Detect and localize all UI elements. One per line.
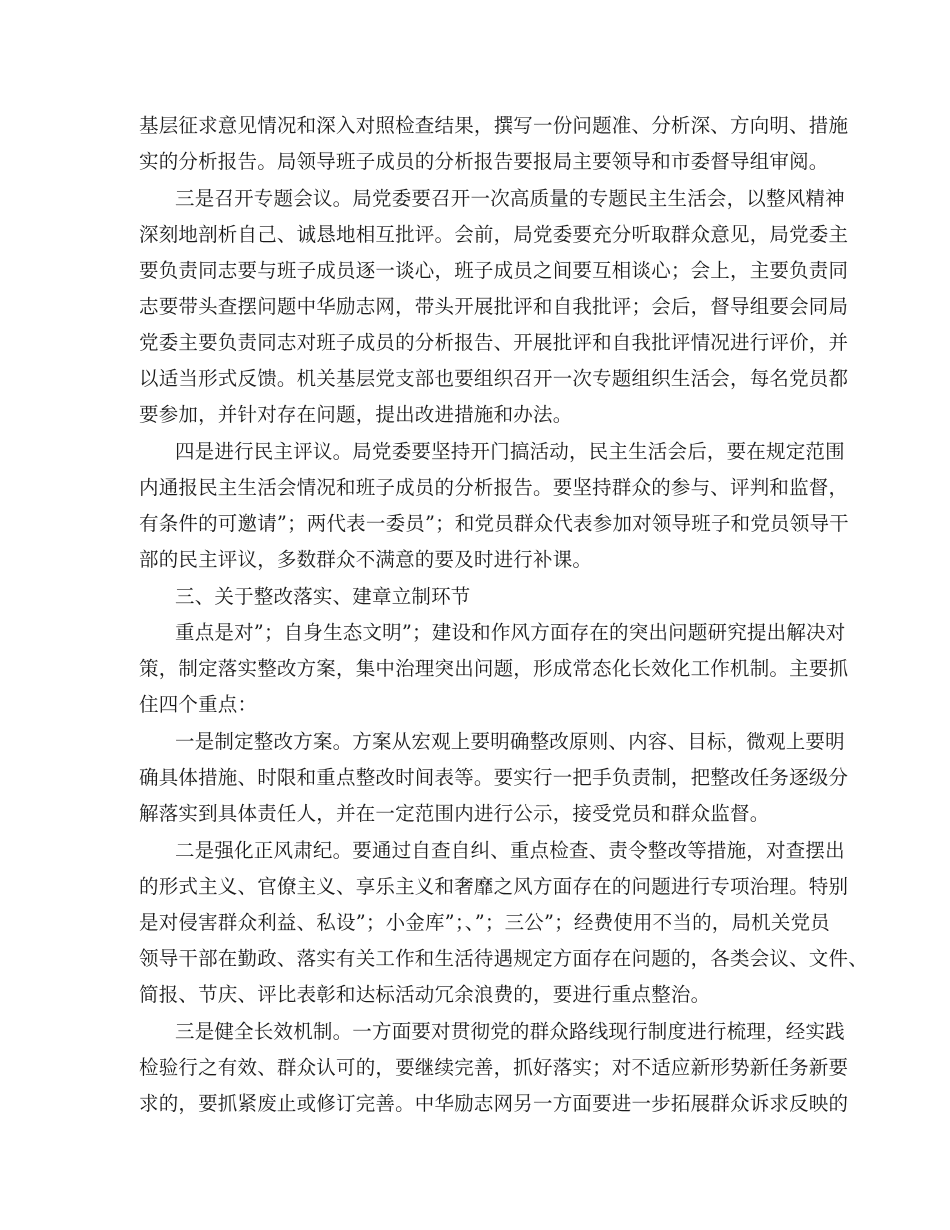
text-line: 党委主要负责同志对班子成员的分析报告、开展批评和自我批评情况进行评价，并	[139, 331, 849, 354]
text-line: 求的，要抓紧废止或修订完善。中华励志网另一方面要进一步拓展群众诉求反映的	[139, 1092, 849, 1115]
text-line: 检验行之有效、群众认可的，要继续完善，抓好落实；对不适应新形势新任务新要	[139, 1056, 849, 1079]
text-line: 简报、节庆、评比表彰和达标活动冗余浪费的，要进行重点整治。	[139, 983, 711, 1006]
text-line: 志要带头查摆问题中华励志网，带头开展批评和自我批评；会后，督导组要会同局	[139, 295, 849, 318]
paragraph-start: 二是强化正风肃纪。要通过自查自纠、重点检查、责令整改等措施，对查摆出	[175, 839, 845, 862]
section-heading: 三、关于整改落实、建章立制环节	[175, 585, 471, 608]
text-line: 确具体措施、时限和重点整改时间表等。要实行一把手负责制，把整改任务逐级分	[139, 766, 849, 789]
text-line: 部的民主评议，多数群众不满意的要及时进行补课。	[139, 548, 593, 571]
text-line: 内通报民主生活会情况和班子成员的分析报告。要坚持群众的参与、评判和监督，	[139, 476, 849, 499]
paragraph-start: 一是制定整改方案。方案从宏观上要明确整改原则、内容、目标，微观上要明	[175, 730, 845, 753]
text-line: 住四个重点：	[139, 693, 258, 716]
text-line: 要参加，并针对存在问题，提出改进措施和办法。	[139, 403, 573, 426]
text-line: 领导干部在勤政、落实有关工作和生活待遇规定方面存在问题的，各类会议、文件、	[139, 947, 868, 970]
text-line: 策，制定落实整改方案，集中治理突出问题，形成常态化长效化工作机制。主要抓	[139, 657, 849, 680]
paragraph-start: 重点是对”；自身生态文明”；建设和作风方面存在的突出问题研究提出解决对	[175, 621, 846, 644]
text-line: 基层征求意见情况和深入对照检查结果，撰写一份问题准、分析深、方向明、措施	[139, 114, 849, 137]
text-line: 解落实到具体责任人，并在一定范围内进行公示，接受党员和群众监督。	[139, 802, 770, 825]
text-line: 的形式主义、官僚主义、享乐主义和奢靡之风方面存在的问题进行专项治理。特别	[139, 875, 849, 898]
text-line: 实的分析报告。局领导班子成员的分析报告要报局主要领导和市委督导组审阅。	[139, 150, 829, 173]
text-line: 以适当形式反馈。机关基层党支部也要组织召开一次专题组织生活会，每名党员都	[139, 367, 849, 390]
text-line: 深刻地剖析自己、诚恳地相互批评。会前，局党委要充分听取群众意见，局党委主	[139, 223, 849, 246]
paragraph-start: 四是进行民主评议。局党委要坚持开门搞活动，民主生活会后，要在规定范围	[175, 440, 845, 463]
text-line: 有条件的可邀请”；两代表一委员”；和党员群众代表参加对领导班子和党员领导干	[139, 512, 849, 535]
paragraph-start: 三是健全长效机制。一方面要对贯彻党的群众路线现行制度进行梳理，经实践	[175, 1020, 845, 1043]
paragraph-start: 三是召开专题会议。局党委要召开一次高质量的专题民主生活会，以整风精神	[175, 187, 845, 210]
text-line: 是对侵害群众利益、私设”；小金库”；、”；三公”；经费使用不当的，局机关党员	[139, 911, 830, 934]
text-line: 要负责同志要与班子成员逐一谈心，班子成员之间要互相谈心；会上，主要负责同	[139, 259, 849, 282]
